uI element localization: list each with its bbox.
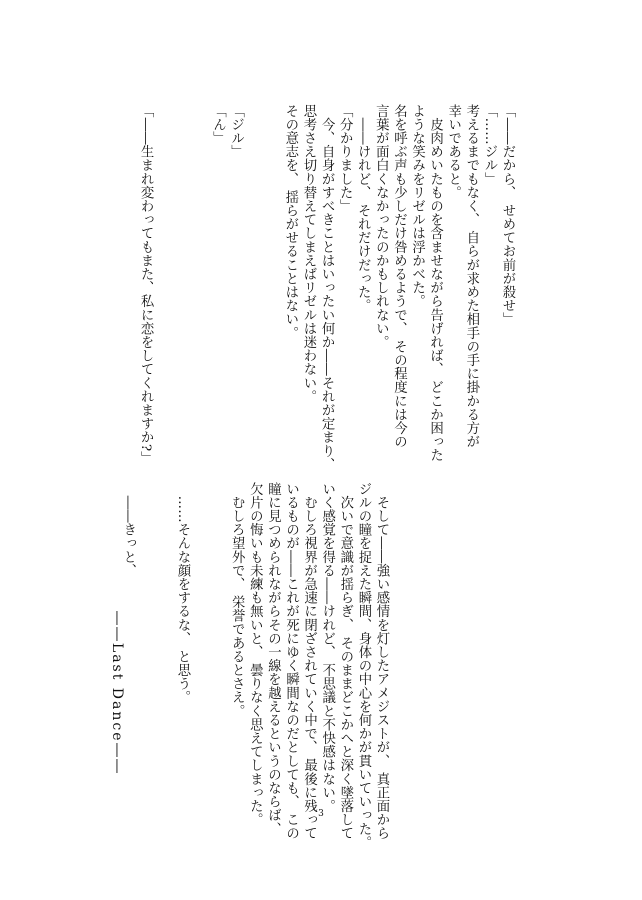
text-line: 「ジル」 bbox=[228, 104, 244, 159]
upper-text-block bbox=[136, 104, 516, 472]
text-line: 思考さえ切り替えてしまえばリゼルは迷わない。 bbox=[300, 104, 316, 404]
signature-rule-top: ―― bbox=[109, 610, 125, 643]
text-line: 幸いであると。 bbox=[445, 104, 461, 200]
text-line: 「ん」 bbox=[210, 104, 226, 145]
signature bbox=[108, 598, 144, 775]
text-line bbox=[209, 482, 227, 812]
text-line: 「分かりました」 bbox=[337, 104, 353, 213]
text-line: むしろ望外で、 栄誉であるとさえ。 bbox=[229, 482, 245, 718]
text-line: そして――強い感情を灯したアメジストが、 真正面から bbox=[374, 482, 389, 841]
signature-rule-bottom: ―― bbox=[109, 742, 125, 775]
text-line: 欠片の悔いも未練も無いと、 曇りなく思えてしまった。 bbox=[247, 482, 263, 827]
text-line bbox=[191, 482, 209, 812]
text-line bbox=[155, 482, 173, 812]
text-line bbox=[245, 104, 263, 464]
text-line: ジルの瞳を捉えた瞬間、身体の中心を何かが貫いていった。 bbox=[355, 482, 371, 850]
text-line: 瞳に見つめられながらその一線を越えるというのならば、 bbox=[265, 482, 281, 836]
lower-text-block bbox=[119, 482, 390, 850]
text-line: いく感覚を得る――けれど、 不思議と不快感はない。 bbox=[319, 482, 335, 813]
text-line: ――けれど、 それだけだった。 bbox=[355, 104, 371, 313]
page-number: 3 bbox=[318, 809, 324, 819]
text-line bbox=[263, 104, 281, 464]
signature-title: Last Dance bbox=[109, 642, 125, 743]
text-line: 「……ジル」 bbox=[481, 104, 497, 186]
text-line: ――きっと、 bbox=[120, 482, 136, 578]
text-line bbox=[154, 104, 172, 464]
text-line: 考えるまでもなく、 自らが求めた相手の手に掛かる方が bbox=[463, 104, 479, 449]
text-line: その意志を、 揺らがせることはない。 bbox=[282, 104, 298, 340]
text-line: ような笑みをリゼルは浮かべた。 bbox=[409, 104, 425, 308]
text-line: ……そんな顔をするな、 と思う。 bbox=[174, 482, 190, 705]
text-line: むしろ視界が急速に閉ざされていく中で、 最後に残って bbox=[301, 482, 317, 841]
text-line: 次いで意識が揺らぎ、 そのままどこかへと深く墜落して bbox=[337, 482, 353, 841]
text-line: 言葉が面白くなかったのかもしれない。 bbox=[373, 104, 389, 349]
text-line: 名を呼ぶ声も少しだけ咎めるようで、 その程度には今の bbox=[391, 104, 407, 449]
text-line: 「――だから、 せめてお前が殺せ」 bbox=[500, 104, 515, 327]
text-line: 皮肉めいたものを含ませながら告げれば、 どこか困った bbox=[427, 104, 443, 463]
text-line: 「――生まれ変わってもまた、私に恋をしてくれますか?」 bbox=[138, 104, 154, 465]
text-line: いるものが――これが死にゆく瞬間なのだとしても、 この bbox=[283, 482, 299, 841]
text-line bbox=[190, 104, 208, 464]
text-line bbox=[172, 104, 190, 464]
text-line: 今、自身がすべきことはいったい何か――それが定まり、 bbox=[319, 104, 335, 472]
